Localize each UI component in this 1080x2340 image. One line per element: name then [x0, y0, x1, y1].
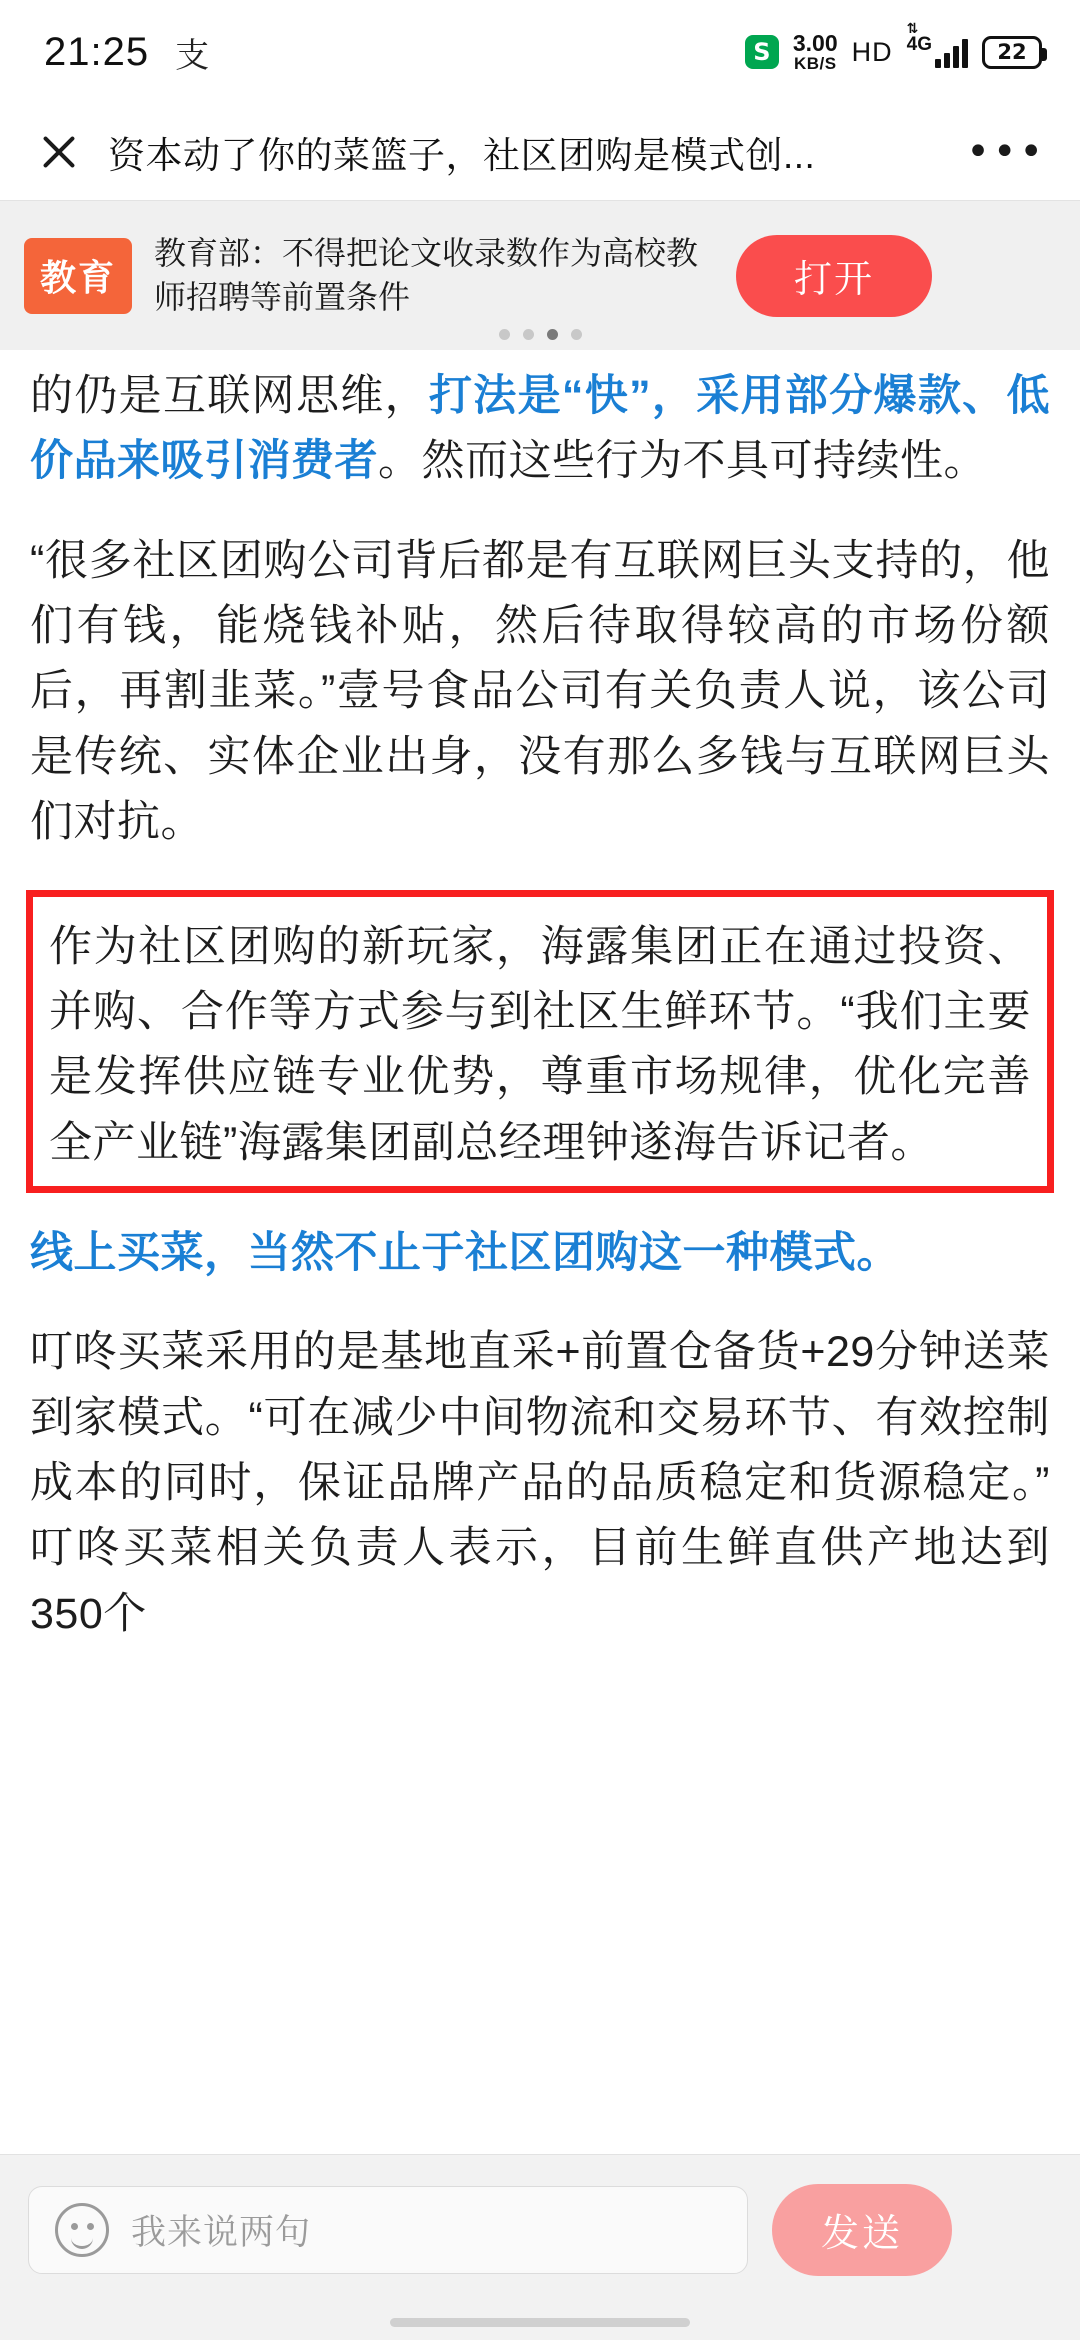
network-speed [793, 32, 838, 72]
battery-icon: 22 [982, 36, 1042, 69]
signal-bars-icon [935, 38, 968, 68]
ad-logo: 教育 [24, 238, 132, 314]
comment-placeholder: 我来说两句 [131, 2212, 312, 2252]
article-paragraph [30, 364, 1050, 495]
status-bar-right [745, 20, 1042, 73]
status-bar [0, 0, 1080, 104]
status-time: 21:25 [44, 29, 150, 74]
article-paragraph: 叮咚买菜采用的是基地直采+前置仓备货+29分钟送菜到家模式。“可在减少中间物流和交易环节、有效控制成本的同时，保证品牌产品的品质稳定和货源稳定。”叮咚买菜相关负责人表示，目前生鲜直供产地达到350个 [30, 1328, 1050, 1638]
nav-gesture-bar [0, 2304, 1080, 2340]
article-paragraph-boxed: 作为社区团购的新玩家，海露集团正在通过投资、并购、合作等方式参与到社区生鲜环节。“我们主要是发挥供应链专业优势，尊重市场规律，优化完善全产业链”海露集团副总经理钟遂海告诉记者。 [49, 922, 1031, 1167]
article-paragraph: “很多社区团购公司背后都是有互联网巨头支持的，他们有钱，能烧钱补贴，然后待取得较高的市场份额后，再割韭菜。”壹号食品公司有关负责人说，该公司是传统、实体企业出身，没有那么多钱与互联网巨头们对抗。 [30, 536, 1050, 847]
ad-banner[interactable] [0, 200, 1080, 350]
paragraph-text-plain: 的仍是互联网思维， [30, 372, 429, 420]
carousel-dot[interactable] [499, 329, 510, 340]
network-speed-value: 3.00 [792, 30, 838, 56]
ad-headline: 教育部：不得把论文收录数作为高校教师招聘等前置条件 [154, 235, 699, 315]
comment-bar [0, 2154, 1080, 2304]
highlighted-box [26, 890, 1054, 1193]
page-title: 资本动了你的菜篮子，社区团购是模式创... [108, 135, 816, 176]
network-type-label [907, 22, 932, 54]
comment-input[interactable] [28, 2186, 748, 2274]
carousel-dot-active[interactable] [547, 329, 558, 340]
scroll-fade [0, 2118, 1080, 2154]
signal-indicator [906, 20, 968, 68]
status-bar-left [44, 28, 209, 77]
payment-icon: S [745, 35, 779, 69]
paragraph-text-plain: 。然而这些行为不具可持续性。 [378, 437, 987, 486]
carousel-dot[interactable] [571, 329, 582, 340]
hd-icon: HD [851, 36, 893, 67]
article-paragraph-blue: 线上买菜，当然不止于社区团购这一种模式。 [30, 1228, 900, 1277]
network-type-text: 4G [906, 33, 932, 55]
data-arrows-icon: ⇅ [906, 20, 919, 37]
article-body[interactable] [0, 350, 1080, 2154]
ad-carousel-dots [0, 329, 1080, 340]
send-button[interactable]: 发送 [772, 2184, 952, 2276]
title-bar [0, 104, 1080, 200]
emoji-icon[interactable] [55, 2203, 109, 2257]
network-speed-unit: KB/S [793, 54, 837, 73]
ad-open-button[interactable]: 打开 [736, 235, 932, 317]
more-options-icon[interactable]: ••• [966, 129, 1046, 175]
close-icon[interactable] [36, 129, 82, 175]
alipay-icon: 支 [175, 35, 210, 76]
paragraph-text-highlight: 打法是“快”，采用部分爆款、低价品来吸引消费者 [30, 372, 1051, 486]
carousel-dot[interactable] [523, 329, 534, 340]
